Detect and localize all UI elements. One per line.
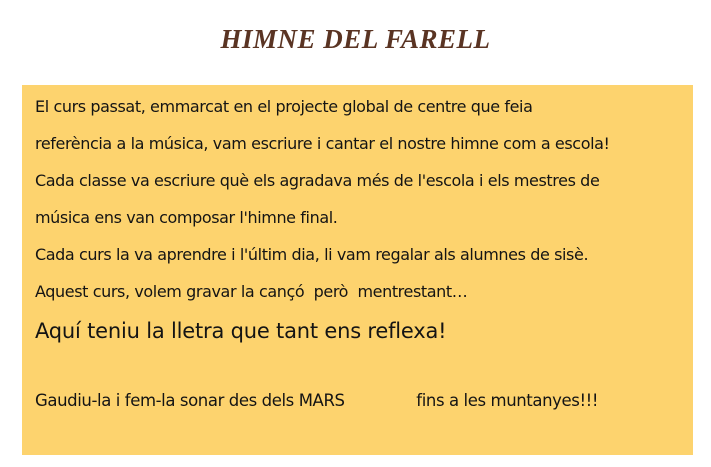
- page-title: HIMNE DEL FARELL: [220, 24, 491, 54]
- note-line-5: Cada curs la va aprendre i l'últim dia, li vam regalar als alumnes de sisè.: [35, 245, 589, 264]
- closing-line-before: Gaudiu-la i fem-la sonar des dels MARS: [35, 391, 350, 410]
- note-line-6: Aquest curs, volem gravar la cançó però mentrestant…: [35, 282, 468, 301]
- note-line-1: El curs passat, emmarcat en el projecte global de centre que feia: [35, 97, 533, 116]
- note-line-2: referència a la música, vam escriure i cantar el nostre himne com a escola!: [35, 134, 610, 153]
- closing-line-after: fins a les muntanyes!!!: [411, 391, 599, 410]
- note-line-4: música ens van composar l'himne final.: [35, 208, 338, 227]
- emphasis-line: Aquí teniu la lletra que tant ens reflexa!: [35, 319, 447, 343]
- note-box: [22, 85, 693, 455]
- submarine-icon: [353, 379, 407, 424]
- closing-line: [35, 378, 680, 424]
- note-line-3: Cada classe va escriure què els agradava més de l'escola i els mestres de: [35, 171, 600, 190]
